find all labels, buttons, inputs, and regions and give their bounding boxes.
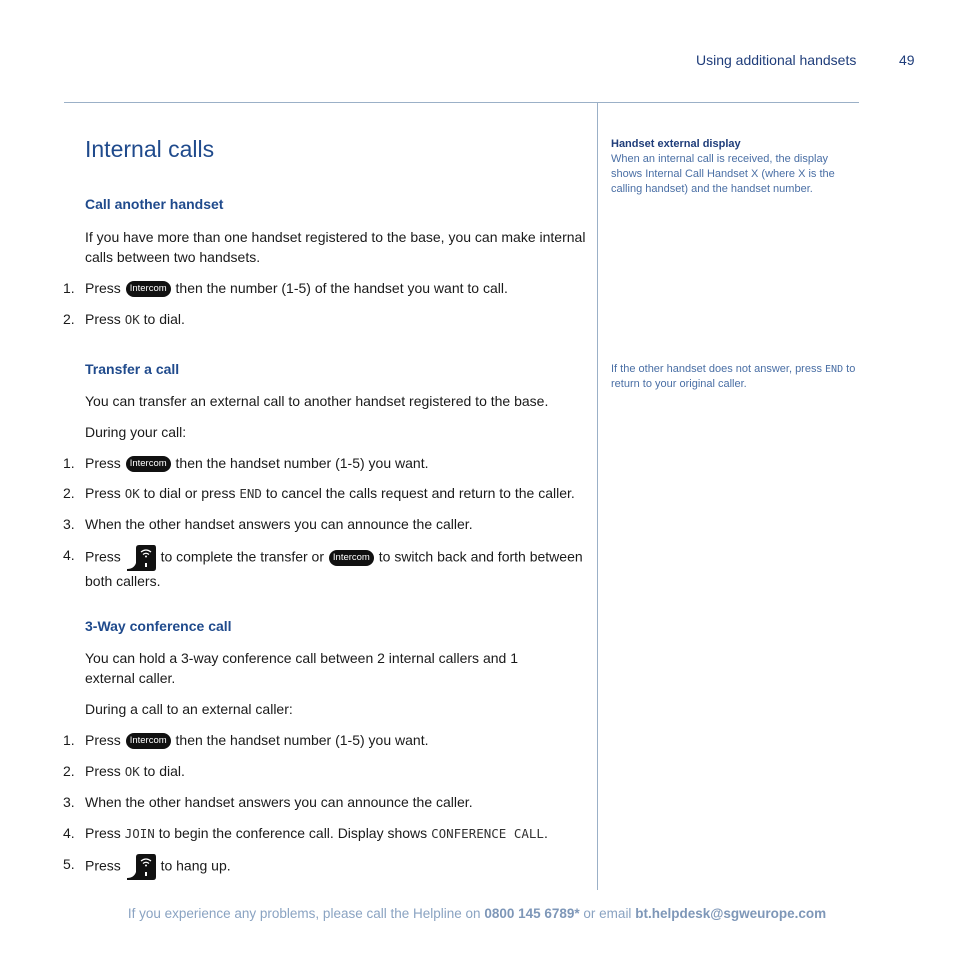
during-call-text: During your call:	[85, 424, 187, 440]
step-number: 3.	[63, 794, 75, 810]
step-pre: Press	[85, 732, 121, 748]
step-pre: Press	[85, 280, 121, 296]
footer-helpline	[0, 906, 954, 921]
step-post: .	[543, 825, 548, 841]
heading-transfer: Transfer a call	[85, 361, 180, 377]
step-text	[85, 309, 590, 330]
step-number: 4.	[63, 547, 75, 563]
step-pre: Press	[85, 311, 121, 327]
step-pre: Press	[85, 485, 121, 501]
sidebar-note-text: When an internal call is received, the display shows Internal Call Handset X (where X is the calling handset) and the handset number.	[611, 153, 835, 195]
intercom-button-icon: Intercom	[329, 550, 374, 566]
step-text	[85, 854, 590, 880]
step-pre: Press	[85, 825, 121, 841]
step-pre: Press	[85, 763, 121, 779]
step-text: When the other handset answers you can announce the caller.	[85, 794, 473, 810]
step-pre: Press	[85, 857, 121, 874]
step-number: 4.	[63, 825, 75, 841]
display-code: OK	[124, 764, 140, 779]
step-post: to switch back and forth between both callers.	[85, 548, 583, 589]
step-pre: Press	[85, 548, 121, 565]
sidebar-note-end	[611, 362, 856, 392]
step-text	[85, 545, 590, 591]
step-text: When the other handset answers you can announce the caller.	[85, 516, 473, 532]
step-number: 2.	[63, 485, 75, 501]
step-text	[85, 453, 590, 473]
heading-call-another: Call another handset	[85, 196, 224, 212]
heading-conference: 3-Way conference call	[85, 618, 232, 634]
step-mid: to dial or press	[143, 485, 236, 501]
footer-mid: or email	[583, 906, 632, 921]
step-number: 1.	[63, 455, 75, 471]
display-code: OK	[124, 486, 140, 501]
sidebar-note-pre: If the other handset does not answer, press	[611, 363, 822, 375]
talk-button-icon	[126, 854, 156, 880]
step-post: then the handset number (1-5) you want.	[175, 732, 429, 748]
step-mid: to complete the transfer or	[160, 548, 324, 565]
intercom-button-icon: Intercom	[126, 456, 171, 472]
step-post: to dial.	[143, 763, 185, 779]
step-number: 5.	[63, 856, 75, 872]
step-text	[85, 730, 590, 750]
intro-call-another: If you have more than one handset registered to the base, you can make internal calls between two handsets.	[85, 229, 586, 265]
step-post: to dial.	[143, 311, 185, 327]
step-number: 3.	[63, 516, 75, 532]
talk-button-icon	[126, 545, 156, 571]
header-section-title: Using additional handsets	[696, 52, 857, 68]
intercom-button-icon: Intercom	[126, 281, 171, 297]
step-number: 2.	[63, 763, 75, 779]
step-text	[85, 761, 590, 782]
step-text	[85, 483, 590, 504]
footer-pre: If you experience any problems, please call the Helpline on	[127, 906, 481, 921]
step-number: 2.	[63, 311, 75, 327]
step-number: 1.	[63, 732, 75, 748]
page-title: Internal calls	[85, 136, 215, 162]
step-mid: to begin the conference call. Display shows	[158, 825, 428, 841]
intro-transfer: You can transfer an external call to another handset registered to the base.	[85, 393, 549, 409]
step-post: to cancel the calls request and return to the caller.	[265, 485, 575, 501]
step-post: then the number (1-5) of the handset you want to call.	[175, 280, 508, 296]
step-post: then the handset number (1-5) you want.	[175, 455, 429, 471]
column-divider	[597, 102, 598, 890]
intro-conference: You can hold a 3-way conference call between 2 internal callers and 1 external caller.	[85, 650, 518, 686]
display-code: CONFERENCE CALL	[431, 826, 544, 841]
step-text	[85, 823, 605, 844]
helpline-phone: 0800 145 6789*	[484, 906, 580, 921]
sidebar-note-heading: Handset external display	[611, 138, 741, 150]
display-code: OK	[124, 312, 140, 327]
display-code: END	[239, 486, 262, 501]
helpdesk-email-link[interactable]: bt.helpdesk@sgweurope.com	[635, 906, 827, 921]
header-rule	[64, 102, 859, 103]
during-call-text: During a call to an external caller:	[85, 701, 293, 717]
step-post: to hang up.	[160, 857, 231, 874]
display-code: JOIN	[124, 826, 155, 841]
display-code: END	[825, 364, 844, 375]
step-pre: Press	[85, 455, 121, 471]
step-number: 1.	[63, 280, 75, 296]
step-text	[85, 278, 590, 298]
page-number: 49	[899, 52, 915, 68]
sidebar-note-post: to return to your original caller.	[611, 363, 856, 390]
intercom-button-icon: Intercom	[126, 733, 171, 749]
